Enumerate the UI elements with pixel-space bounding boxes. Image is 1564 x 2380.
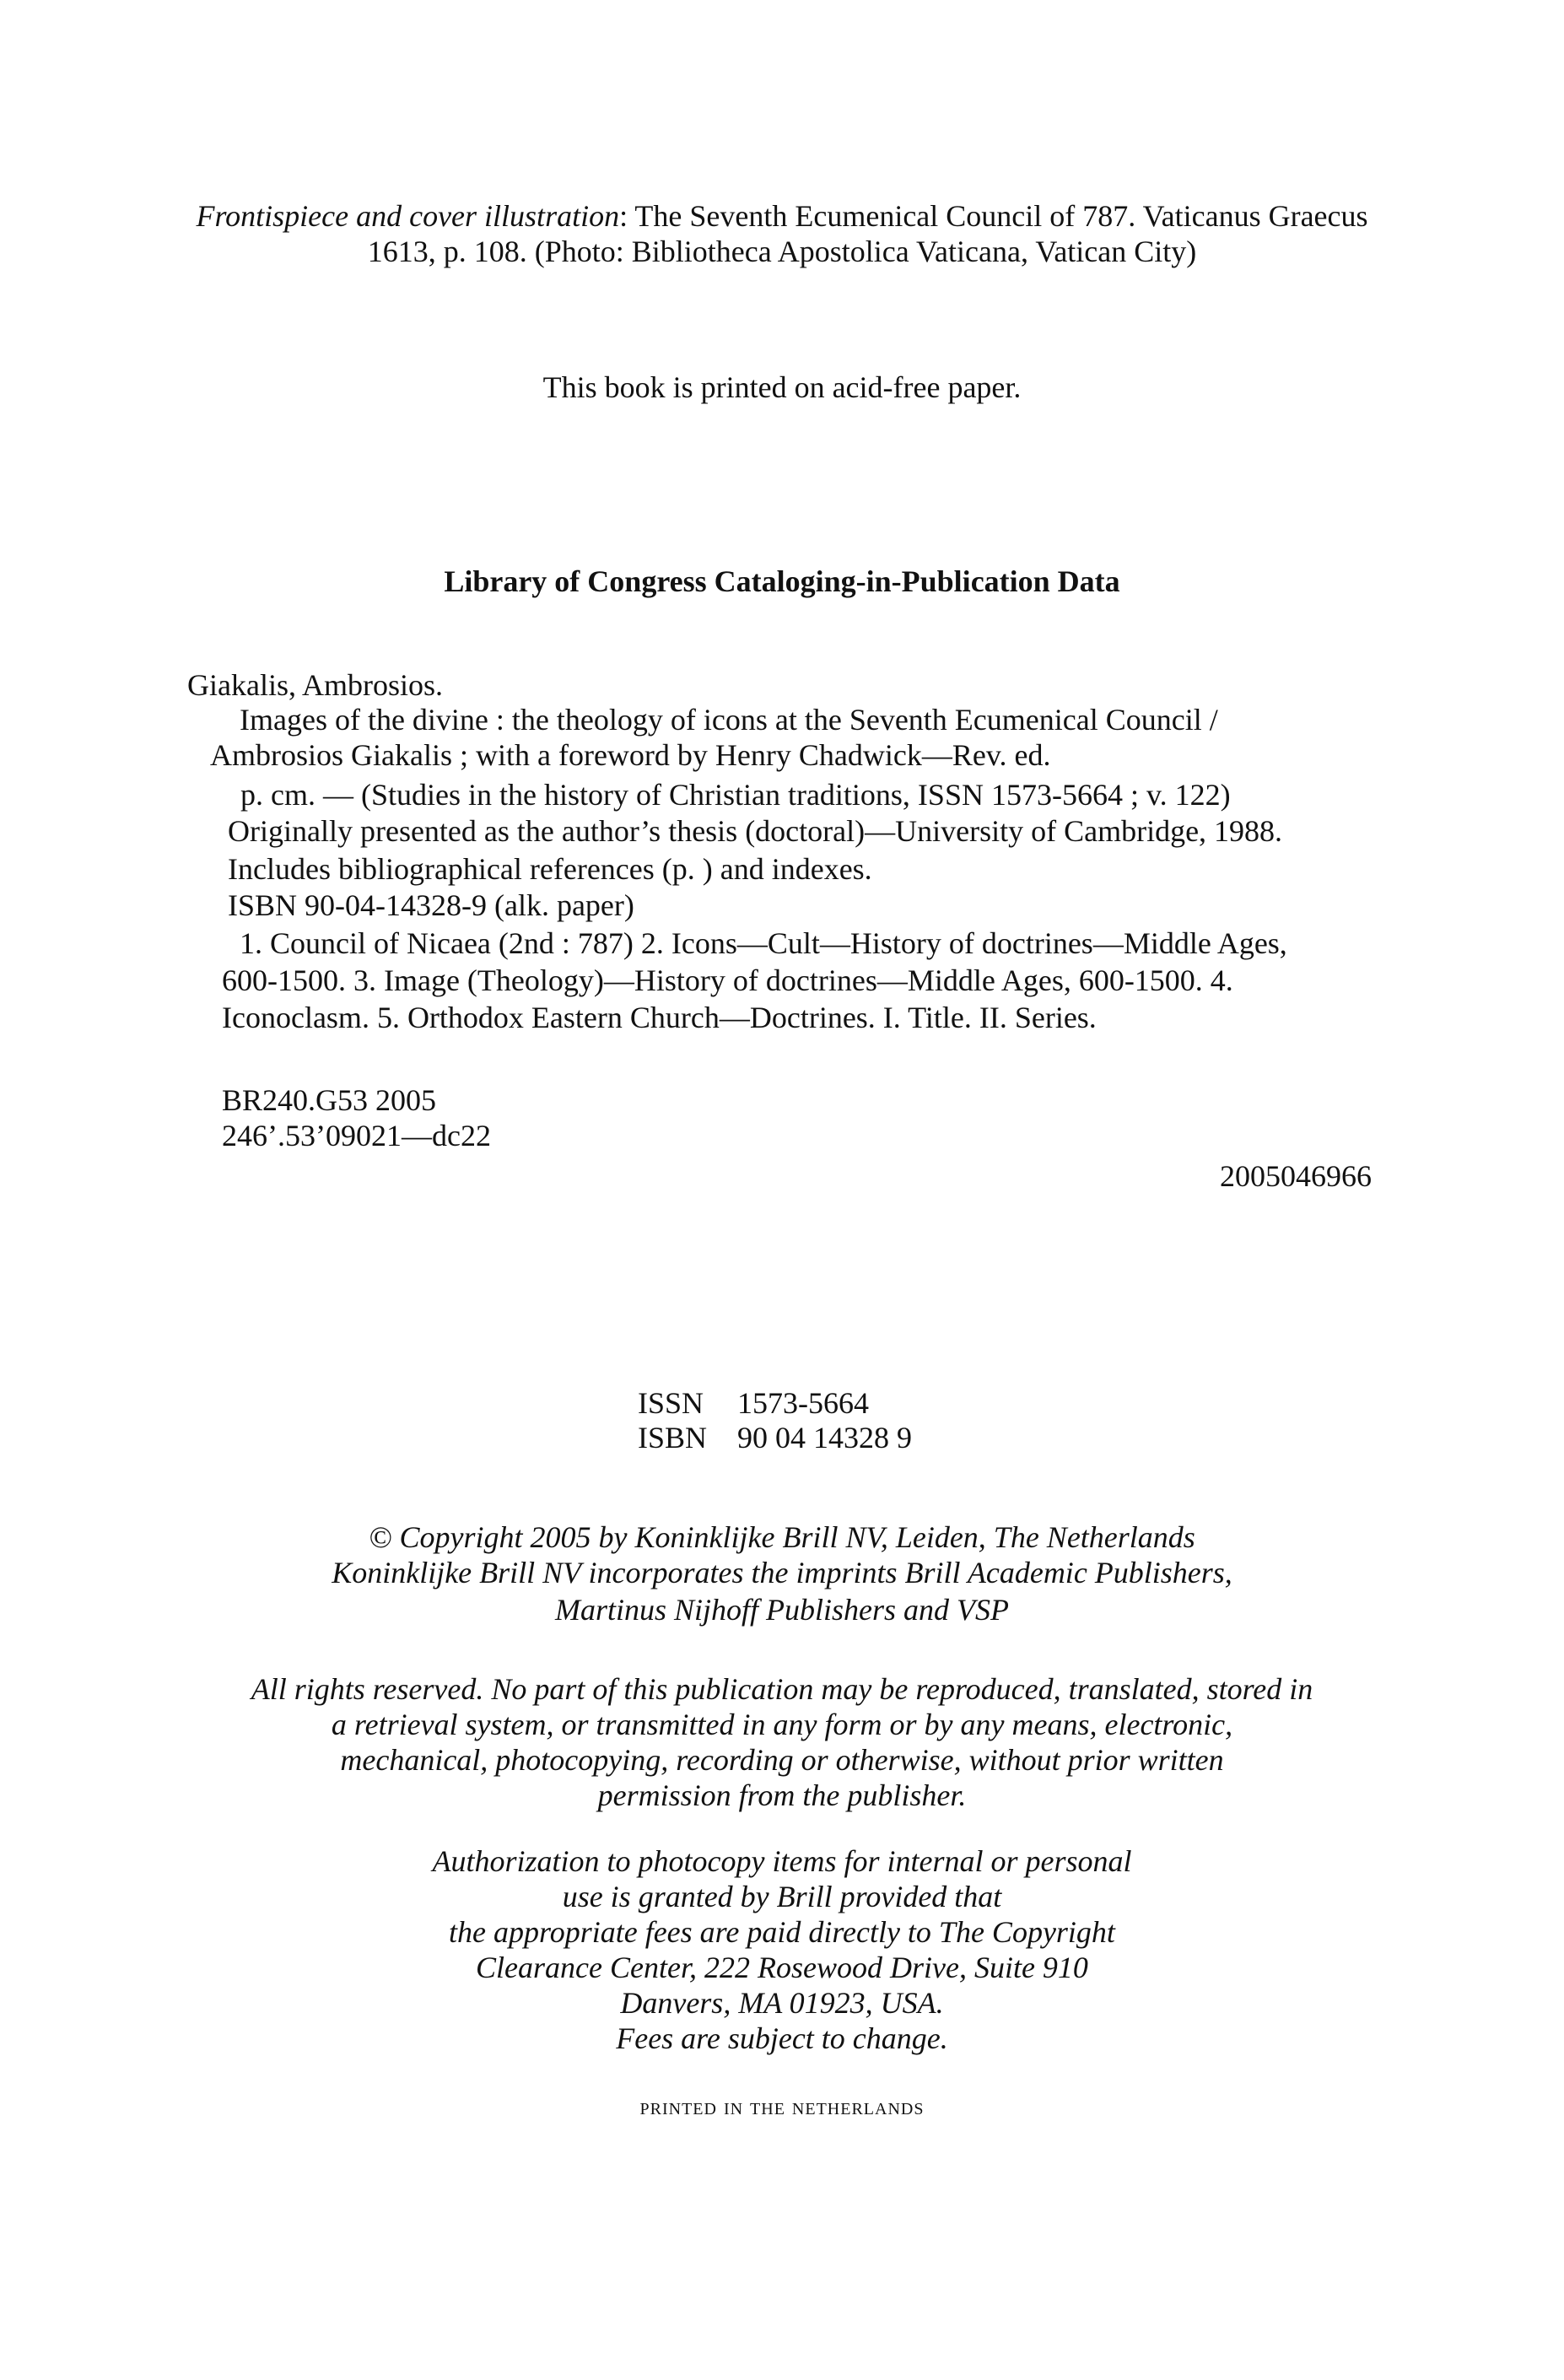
copyright-line-3: Martinus Nijhoff Publishers and VSP [554, 1593, 1009, 1627]
isbn-line [638, 1419, 912, 1456]
authorization-line-4: Clearance Center, 222 Rosewood Drive, Suite 910 [476, 1951, 1088, 1984]
copyright-line-2: Koninklijke Brill NV incorporates the imprints Brill Academic Publishers, [332, 1556, 1232, 1589]
authorization-line-5: Danvers, MA 01923, USA. [620, 1986, 944, 2020]
cip-lccn: 2005046966 [1220, 1159, 1372, 1193]
frontispiece-credit-line-1 [0, 197, 1564, 235]
frontispiece-credit-text: : The Seventh Ecumenical Council of 787. Vaticanus Graecus [619, 199, 1368, 233]
rights-line-2: a retrieval system, or transmitted in any form or by any means, electronic, [331, 1708, 1233, 1741]
cip-thesis-note: Originally presented as the author’s thesis (doctoral)—University of Cambridge, 1988. [228, 814, 1283, 848]
cip-author-line: Giakalis, Ambrosios. [187, 668, 443, 702]
cip-bibliography-note: Includes bibliographical references (p. ) and indexes. [228, 852, 872, 886]
cip-subjects-line-3: Iconoclasm. 5. Orthodox Eastern Church—Doctrines. I. Title. II. Series. [222, 1001, 1097, 1034]
cip-call-number: BR240.G53 2005 [222, 1083, 437, 1117]
cip-subjects-line-1: 1. Council of Nicaea (2nd : 787) 2. Icons—Cult—History of doctrines—Middle Ages, [240, 926, 1287, 960]
authorization-line-3: the appropriate fees are paid directly to The Copyright [449, 1915, 1115, 1949]
frontispiece-credit-line-2: 1613, p. 108. (Photo: Bibliotheca Apostolica Vaticana, Vatican City) [367, 235, 1197, 268]
authorization-line-2: use is granted by Brill provided that [562, 1880, 1002, 1913]
authorization-line-6: Fees are subject to change. [616, 2021, 948, 2055]
isbn-label: ISBN [638, 1421, 708, 1454]
cip-subjects-line-2: 600-1500. 3. Image (Theology)—History of doctrines—Middle Ages, 600-1500. 4. [222, 963, 1233, 997]
authorization-line-1: Authorization to photocopy items for internal or personal [432, 1844, 1132, 1878]
isbn-value: 90 04 14328 9 [737, 1421, 912, 1454]
cip-title-line-2: Ambrosios Giakalis ; with a foreword by Henry Chadwick—Rev. ed. [210, 738, 1051, 772]
cip-dewey-number: 246’.53’09021—dc22 [222, 1119, 491, 1152]
issn-label: ISSN [638, 1386, 704, 1420]
rights-line-1: All rights reserved. No part of this publication may be reproduced, translated, stored in [251, 1672, 1313, 1706]
rights-line-3: mechanical, photocopying, recording or otherwise, without prior written [340, 1743, 1224, 1777]
cip-isbn-line: ISBN 90-04-14328-9 (alk. paper) [228, 888, 634, 922]
frontispiece-label: Frontispiece and cover illustration [196, 199, 620, 233]
rights-line-4: permission from the publisher. [597, 1778, 967, 1812]
cip-title-line-1: Images of the divine : the theology of icons at the Seventh Ecumenical Council / [240, 703, 1218, 737]
issn-value: 1573-5664 [737, 1386, 869, 1420]
issn-line [638, 1384, 869, 1422]
cip-heading: Library of Congress Cataloging-in-Publication Data [444, 564, 1120, 598]
cip-series-line: p. cm. — (Studies in the history of Christian traditions, ISSN 1573-5664 ; v. 122) [240, 778, 1231, 812]
copyright-line-1: © Copyright 2005 by Koninklijke Brill NV, Leiden, The Netherlands [369, 1520, 1195, 1554]
acid-free-notice: This book is printed on acid-free paper. [542, 370, 1022, 404]
printed-in-notice: printed in the netherlands [639, 2094, 925, 2120]
